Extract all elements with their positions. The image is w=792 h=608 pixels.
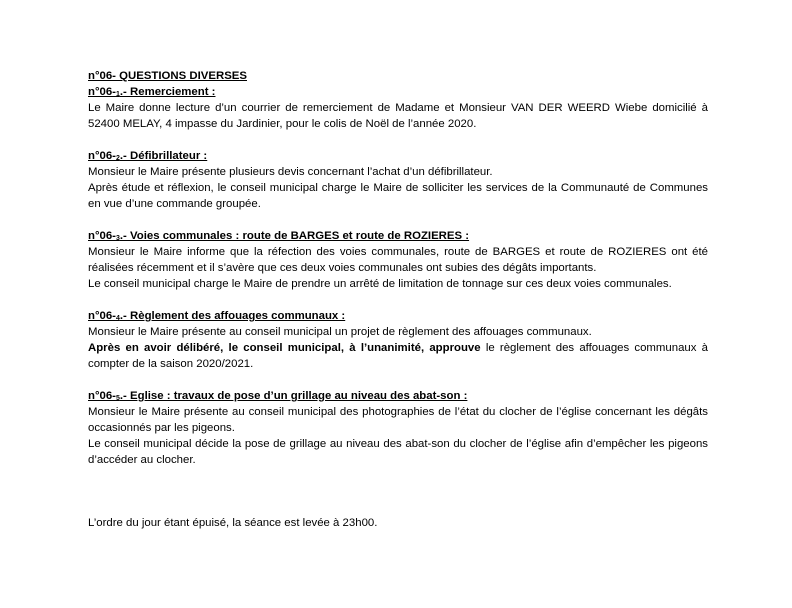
section-paragraph: Le conseil municipal charge le Maire de prendre un arrêté de limitation de tonnage sur ces deux voies communales. [88, 278, 672, 290]
decision-text: le règlement des affouages communaux à compter de la saison 2020/2021. [88, 342, 708, 370]
section-affouages [88, 308, 708, 372]
section-paragraph: Le conseil municipal décide la pose de grillage au niveau des abat-son du clocher de l’église afin d’empêcher les pigeons d’accéder au clocher. [88, 438, 708, 466]
section-paragraph: Monsieur le Maire présente au conseil municipal un projet de règlement des affouages communaux. [88, 326, 592, 338]
section-heading: $n^\circ 06-_2.-$ Défibrillateur : [88, 150, 208, 162]
section-heading: $n^\circ 06-_5.-$ Eglise : travaux de pose d’un grillage au niveau des abat-son : [88, 390, 468, 402]
section-paragraph: Monsieur le Maire informe que la réfection des voies communales, route de BARGES et route de ROZIERES ont été réalisées récemment et il s’avère que ces deux voies communales ont subies des dégâts importants. [88, 246, 708, 274]
decision-paragraph [88, 340, 708, 372]
section-paragraph: Le Maire donne lecture d’un courrier de remerciement de Madame et Monsieur VAN DER WEERD Wiebe domicilié à 52400 MELAY, 4 impasse du Jardinier, pour le colis de Noël de l’année 2020. [88, 102, 708, 130]
section-remerciement [88, 84, 708, 132]
decision-bold: Après en avoir délibéré, le conseil municipal, à l’unanimité, approuve [88, 342, 481, 354]
section-heading: $n^\circ 06-_4.-$ Règlement des affouages communaux : [88, 310, 346, 322]
section-heading: $n^\circ 06-_1.-$ Remerciement : [88, 86, 216, 98]
document-body [88, 68, 708, 468]
section-heading: $n^\circ 06-_3.-$ Voies communales : route de BARGES et route de ROZIERES : [88, 230, 470, 242]
section-paragraph: Monsieur le Maire présente au conseil municipal des photographies de l’état du clocher de l’église concernant les dégâts occasionnés par les pigeons. [88, 406, 708, 434]
section-eglise [88, 388, 708, 468]
section-paragraph: Après étude et réflexion, le conseil municipal charge le Maire de solliciter les services de la Communauté de Communes en vue d’une commande groupée. [88, 182, 708, 210]
section-voies-communales [88, 228, 708, 292]
closing-statement: L’ordre du jour étant épuisé, la séance est levée à 23h00. [88, 517, 378, 529]
main-title: n°06- QUESTIONS DIVERSES [88, 70, 247, 82]
section-defibrillateur [88, 148, 708, 212]
section-paragraph: Monsieur le Maire présente plusieurs devis concernant l’achat d’un défibrillateur. [88, 166, 493, 178]
